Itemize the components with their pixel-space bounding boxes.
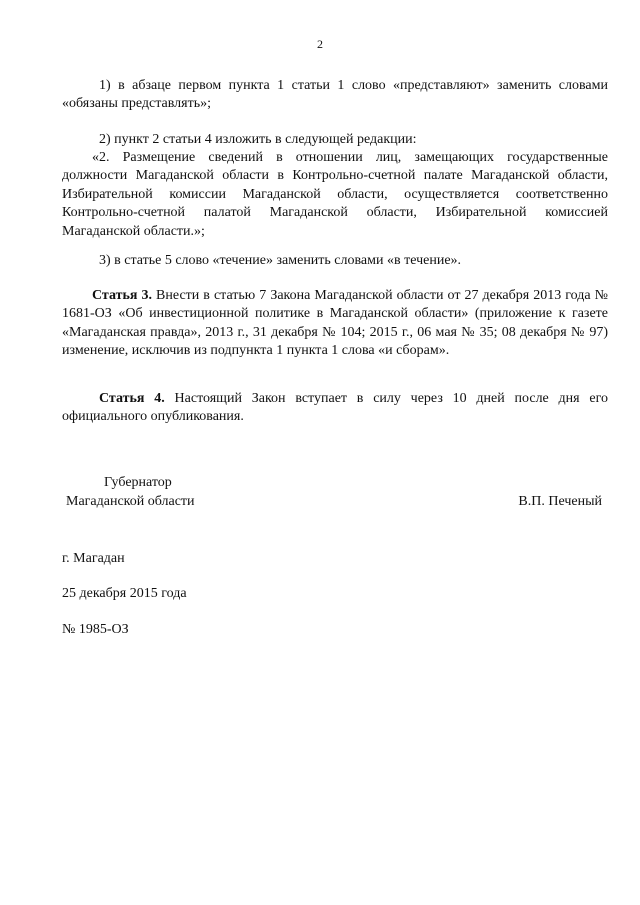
article-3: [62, 287, 608, 361]
signature-title: [62, 473, 195, 511]
article-4-text: Настоящий Закон вступает в силу через 10 дней после дня его официального опубликования.: [62, 391, 608, 425]
law-number: № 1985-ОЗ: [62, 622, 129, 637]
amendment-item-1: 1) в абзаце первом пункта 1 статьи 1 слово «представляют» заменить словами «обязаны представлять»;: [62, 78, 608, 112]
article-4: [62, 390, 608, 427]
page-number: 2: [317, 37, 323, 51]
article-3-text: Внести в статью 7 Закона Магаданской области от 27 декабря 2013 года № 1681-ОЗ «Об инвестиционной политике в Магаданской области» (приложение к газете «Магаданская правда», 2013 г., 31 декабря № 104; 2015 г., 06 мая № 35; 08 декабря № 97) изменение, исключив из подпункта 1 пункта 1 слова «и сборам».: [62, 288, 608, 359]
amendment-item-2-intro: 2) пункт 2 статьи 4 изложить в следующей редакции:: [99, 132, 417, 147]
amendment-item-2-quote: «2. Размещение сведений в отношении лиц, замещающих государственные должности Магаданской области в Контрольно-счетной палате Магаданской области, Избирательной комиссии Магаданской области, осуществляется соответственно Контрольно-счетной палатой Магаданской области, Избирательной комиссией Магаданской области.»;: [62, 150, 608, 239]
signature-title-line-2: Магаданской области: [66, 494, 195, 509]
article-3-label: Статья 3.: [92, 288, 153, 303]
amendment-item-3: 3) в статье 5 слово «течение» заменить словами «в течение».: [99, 253, 462, 268]
signatory-name: В.П. Печеный: [518, 494, 602, 509]
signature-title-line-1: Губернатор: [104, 475, 172, 490]
signing-date: 25 декабря 2015 года: [62, 586, 187, 601]
article-4-label: Статья 4.: [99, 391, 165, 406]
signing-city: г. Магадан: [62, 551, 125, 566]
